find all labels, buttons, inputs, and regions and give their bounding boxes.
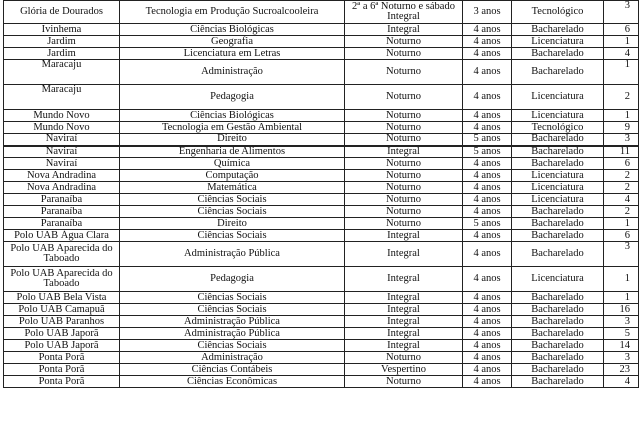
degree-cell: Bacharelado: [512, 376, 604, 388]
vacancies-cell: 1: [604, 60, 639, 85]
shift-cell: Noturno: [345, 170, 463, 182]
city-cell: Maracaju: [4, 85, 120, 110]
city-cell: Polo UAB Camapuã: [4, 304, 120, 316]
shift-cell: Integral: [345, 146, 463, 158]
vacancies-cell: 6: [604, 158, 639, 170]
vacancies-cell: 11: [604, 146, 639, 158]
shift-cell: Noturno: [345, 134, 463, 146]
course-cell: Ciências Biológicas: [120, 24, 345, 36]
table-row: [4, 60, 639, 85]
degree-cell: Bacharelado: [512, 206, 604, 218]
table-row: [4, 316, 639, 328]
duration-cell: 4 anos: [463, 292, 512, 304]
course-cell: Ciências Sociais: [120, 292, 345, 304]
table-row: [4, 122, 639, 134]
course-cell: Direito: [120, 218, 345, 230]
degree-cell: Licenciatura: [512, 36, 604, 48]
table-row: [4, 1, 639, 24]
degree-cell: Bacharelado: [512, 48, 604, 60]
duration-cell: 4 anos: [463, 170, 512, 182]
degree-cell: Bacharelado: [512, 218, 604, 230]
duration-cell: 4 anos: [463, 85, 512, 110]
city-cell: Naviraí: [4, 146, 120, 158]
course-cell: Ciências Sociais: [120, 230, 345, 242]
vacancies-cell: 2: [604, 85, 639, 110]
city-cell: Ivinhema: [4, 24, 120, 36]
duration-cell: 4 anos: [463, 304, 512, 316]
table-row: [4, 242, 639, 267]
shift-cell: Integral: [345, 304, 463, 316]
shift-cell: Noturno: [345, 182, 463, 194]
city-cell: Polo UAB Japorã: [4, 328, 120, 340]
city-cell: Ponta Porã: [4, 364, 120, 376]
course-cell: Ciências Econômicas: [120, 376, 345, 388]
city-cell: Ponta Porã: [4, 352, 120, 364]
course-cell: Administração: [120, 60, 345, 85]
table-row: [4, 304, 639, 316]
vacancies-cell: 3: [604, 134, 639, 146]
vacancies-cell: 1: [604, 292, 639, 304]
duration-cell: 4 anos: [463, 328, 512, 340]
table-row: [4, 230, 639, 242]
course-cell: Tecnologia em Produção Sucroalcooleira: [120, 1, 345, 24]
table-row: [4, 48, 639, 60]
course-cell: Matemática: [120, 182, 345, 194]
duration-cell: 4 anos: [463, 242, 512, 267]
vacancies-cell: 6: [604, 24, 639, 36]
degree-cell: Bacharelado: [512, 242, 604, 267]
duration-cell: 3 anos: [463, 1, 512, 24]
degree-cell: Bacharelado: [512, 292, 604, 304]
degree-cell: Bacharelado: [512, 146, 604, 158]
table-row: [4, 267, 639, 292]
degree-cell: Bacharelado: [512, 60, 604, 85]
duration-cell: 5 anos: [463, 146, 512, 158]
shift-cell: 2ª a 6ª Noturno e sábado Integral: [345, 1, 463, 24]
city-cell: Polo UAB Bela Vista: [4, 292, 120, 304]
city-cell: Polo UAB Água Clara: [4, 230, 120, 242]
shift-cell: Noturno: [345, 352, 463, 364]
table-row: [4, 218, 639, 230]
vacancies-cell: 2: [604, 170, 639, 182]
table-row: [4, 134, 639, 146]
course-cell: Computação: [120, 170, 345, 182]
city-cell: Polo UAB Aparecida do Taboado: [4, 242, 120, 267]
shift-cell: Noturno: [345, 218, 463, 230]
vacancies-cell: 3: [604, 1, 639, 24]
vacancies-cell: 3: [604, 316, 639, 328]
table-row: [4, 85, 639, 110]
table-row: [4, 328, 639, 340]
city-cell: Ponta Porã: [4, 376, 120, 388]
duration-cell: 4 anos: [463, 158, 512, 170]
table-row: [4, 24, 639, 36]
city-cell: Jardim: [4, 36, 120, 48]
duration-cell: 4 anos: [463, 206, 512, 218]
course-cell: Ciências Sociais: [120, 194, 345, 206]
duration-cell: 4 anos: [463, 110, 512, 122]
city-cell: Paranaíba: [4, 218, 120, 230]
duration-cell: 4 anos: [463, 122, 512, 134]
course-cell: Tecnologia em Gestão Ambiental: [120, 122, 345, 134]
shift-cell: Noturno: [345, 110, 463, 122]
shift-cell: Noturno: [345, 194, 463, 206]
city-cell: Naviraí: [4, 158, 120, 170]
vacancies-cell: 2: [604, 206, 639, 218]
shift-cell: Integral: [345, 292, 463, 304]
course-cell: Licenciatura em Letras: [120, 48, 345, 60]
degree-cell: Bacharelado: [512, 230, 604, 242]
degree-cell: Bacharelado: [512, 316, 604, 328]
vacancies-cell: 2: [604, 182, 639, 194]
shift-cell: Integral: [345, 328, 463, 340]
duration-cell: 4 anos: [463, 60, 512, 85]
duration-cell: 4 anos: [463, 182, 512, 194]
degree-cell: Bacharelado: [512, 134, 604, 146]
vacancies-cell: 1: [604, 218, 639, 230]
shift-cell: Integral: [345, 340, 463, 352]
degree-cell: Bacharelado: [512, 340, 604, 352]
table-row: [4, 364, 639, 376]
course-cell: Engenharia de Alimentos: [120, 146, 345, 158]
vacancies-cell: 1: [604, 267, 639, 292]
city-cell: Mundo Novo: [4, 122, 120, 134]
shift-cell: Noturno: [345, 206, 463, 218]
degree-cell: Tecnológico: [512, 1, 604, 24]
table-row: [4, 206, 639, 218]
course-cell: Ciências Sociais: [120, 304, 345, 316]
course-cell: Pedagogia: [120, 85, 345, 110]
shift-cell: Integral: [345, 24, 463, 36]
vacancies-cell: 3: [604, 352, 639, 364]
degree-cell: Licenciatura: [512, 170, 604, 182]
course-cell: Direito: [120, 134, 345, 146]
duration-cell: 4 anos: [463, 352, 512, 364]
duration-cell: 4 anos: [463, 267, 512, 292]
city-cell: Naviraí: [4, 134, 120, 146]
city-cell: Glória de Dourados: [4, 1, 120, 24]
city-cell: Maracaju: [4, 60, 120, 85]
degree-cell: Bacharelado: [512, 158, 604, 170]
shift-cell: Noturno: [345, 85, 463, 110]
vacancies-cell: 4: [604, 194, 639, 206]
table-row: [4, 292, 639, 304]
city-cell: Mundo Novo: [4, 110, 120, 122]
table-row: [4, 352, 639, 364]
shift-cell: Noturno: [345, 376, 463, 388]
course-cell: Ciências Contábeis: [120, 364, 345, 376]
table-row: [4, 376, 639, 388]
table-row: [4, 36, 639, 48]
document-page: [3, 0, 638, 388]
degree-cell: Tecnológico: [512, 122, 604, 134]
city-cell: Paranaíba: [4, 194, 120, 206]
shift-cell: Integral: [345, 242, 463, 267]
course-cell: Administração Pública: [120, 242, 345, 267]
vacancies-cell: 4: [604, 376, 639, 388]
duration-cell: 4 anos: [463, 364, 512, 376]
course-cell: Geografia: [120, 36, 345, 48]
city-cell: Polo UAB Aparecida do Taboado: [4, 267, 120, 292]
degree-cell: Licenciatura: [512, 267, 604, 292]
table-row: [4, 182, 639, 194]
course-cell: Ciências Sociais: [120, 206, 345, 218]
course-cell: Ciências Biológicas: [120, 110, 345, 122]
duration-cell: 4 anos: [463, 376, 512, 388]
city-cell: Polo UAB Paranhos: [4, 316, 120, 328]
course-cell: Administração: [120, 352, 345, 364]
vacancies-cell: 16: [604, 304, 639, 316]
duration-cell: 4 anos: [463, 48, 512, 60]
vacancies-cell: 4: [604, 48, 639, 60]
vacancies-cell: 1: [604, 110, 639, 122]
duration-cell: 4 anos: [463, 316, 512, 328]
city-cell: Nova Andradina: [4, 170, 120, 182]
duration-cell: 4 anos: [463, 230, 512, 242]
course-cell: Pedagogia: [120, 267, 345, 292]
duration-cell: 4 anos: [463, 340, 512, 352]
table-row: [4, 146, 639, 158]
degree-cell: Bacharelado: [512, 364, 604, 376]
degree-cell: Licenciatura: [512, 182, 604, 194]
degree-cell: Bacharelado: [512, 352, 604, 364]
duration-cell: 5 anos: [463, 134, 512, 146]
table-row: [4, 170, 639, 182]
table-body: [4, 1, 639, 388]
shift-cell: Noturno: [345, 158, 463, 170]
city-cell: Paranaíba: [4, 206, 120, 218]
vacancies-cell: 5: [604, 328, 639, 340]
vacancies-cell: 14: [604, 340, 639, 352]
vacancies-table: [3, 0, 639, 388]
degree-cell: Bacharelado: [512, 304, 604, 316]
table-row: [4, 110, 639, 122]
degree-cell: Licenciatura: [512, 194, 604, 206]
degree-cell: Licenciatura: [512, 110, 604, 122]
duration-cell: 4 anos: [463, 24, 512, 36]
shift-cell: Integral: [345, 316, 463, 328]
course-cell: Química: [120, 158, 345, 170]
city-cell: Jardim: [4, 48, 120, 60]
shift-cell: Noturno: [345, 36, 463, 48]
shift-cell: Noturno: [345, 122, 463, 134]
duration-cell: 4 anos: [463, 194, 512, 206]
course-cell: Ciências Sociais: [120, 340, 345, 352]
degree-cell: Bacharelado: [512, 328, 604, 340]
duration-cell: 4 anos: [463, 36, 512, 48]
degree-cell: Licenciatura: [512, 85, 604, 110]
table-row: [4, 194, 639, 206]
course-cell: Administração Pública: [120, 328, 345, 340]
vacancies-cell: 9: [604, 122, 639, 134]
shift-cell: Vespertino: [345, 364, 463, 376]
city-cell: Nova Andradina: [4, 182, 120, 194]
table-row: [4, 340, 639, 352]
shift-cell: Noturno: [345, 60, 463, 85]
table-row: [4, 158, 639, 170]
vacancies-cell: 1: [604, 36, 639, 48]
shift-cell: Integral: [345, 267, 463, 292]
duration-cell: 5 anos: [463, 218, 512, 230]
shift-cell: Noturno: [345, 48, 463, 60]
course-cell: Administração Pública: [120, 316, 345, 328]
city-cell: Polo UAB Japorã: [4, 340, 120, 352]
vacancies-cell: 3: [604, 242, 639, 267]
degree-cell: Bacharelado: [512, 24, 604, 36]
shift-cell: Integral: [345, 230, 463, 242]
vacancies-cell: 6: [604, 230, 639, 242]
vacancies-cell: 23: [604, 364, 639, 376]
